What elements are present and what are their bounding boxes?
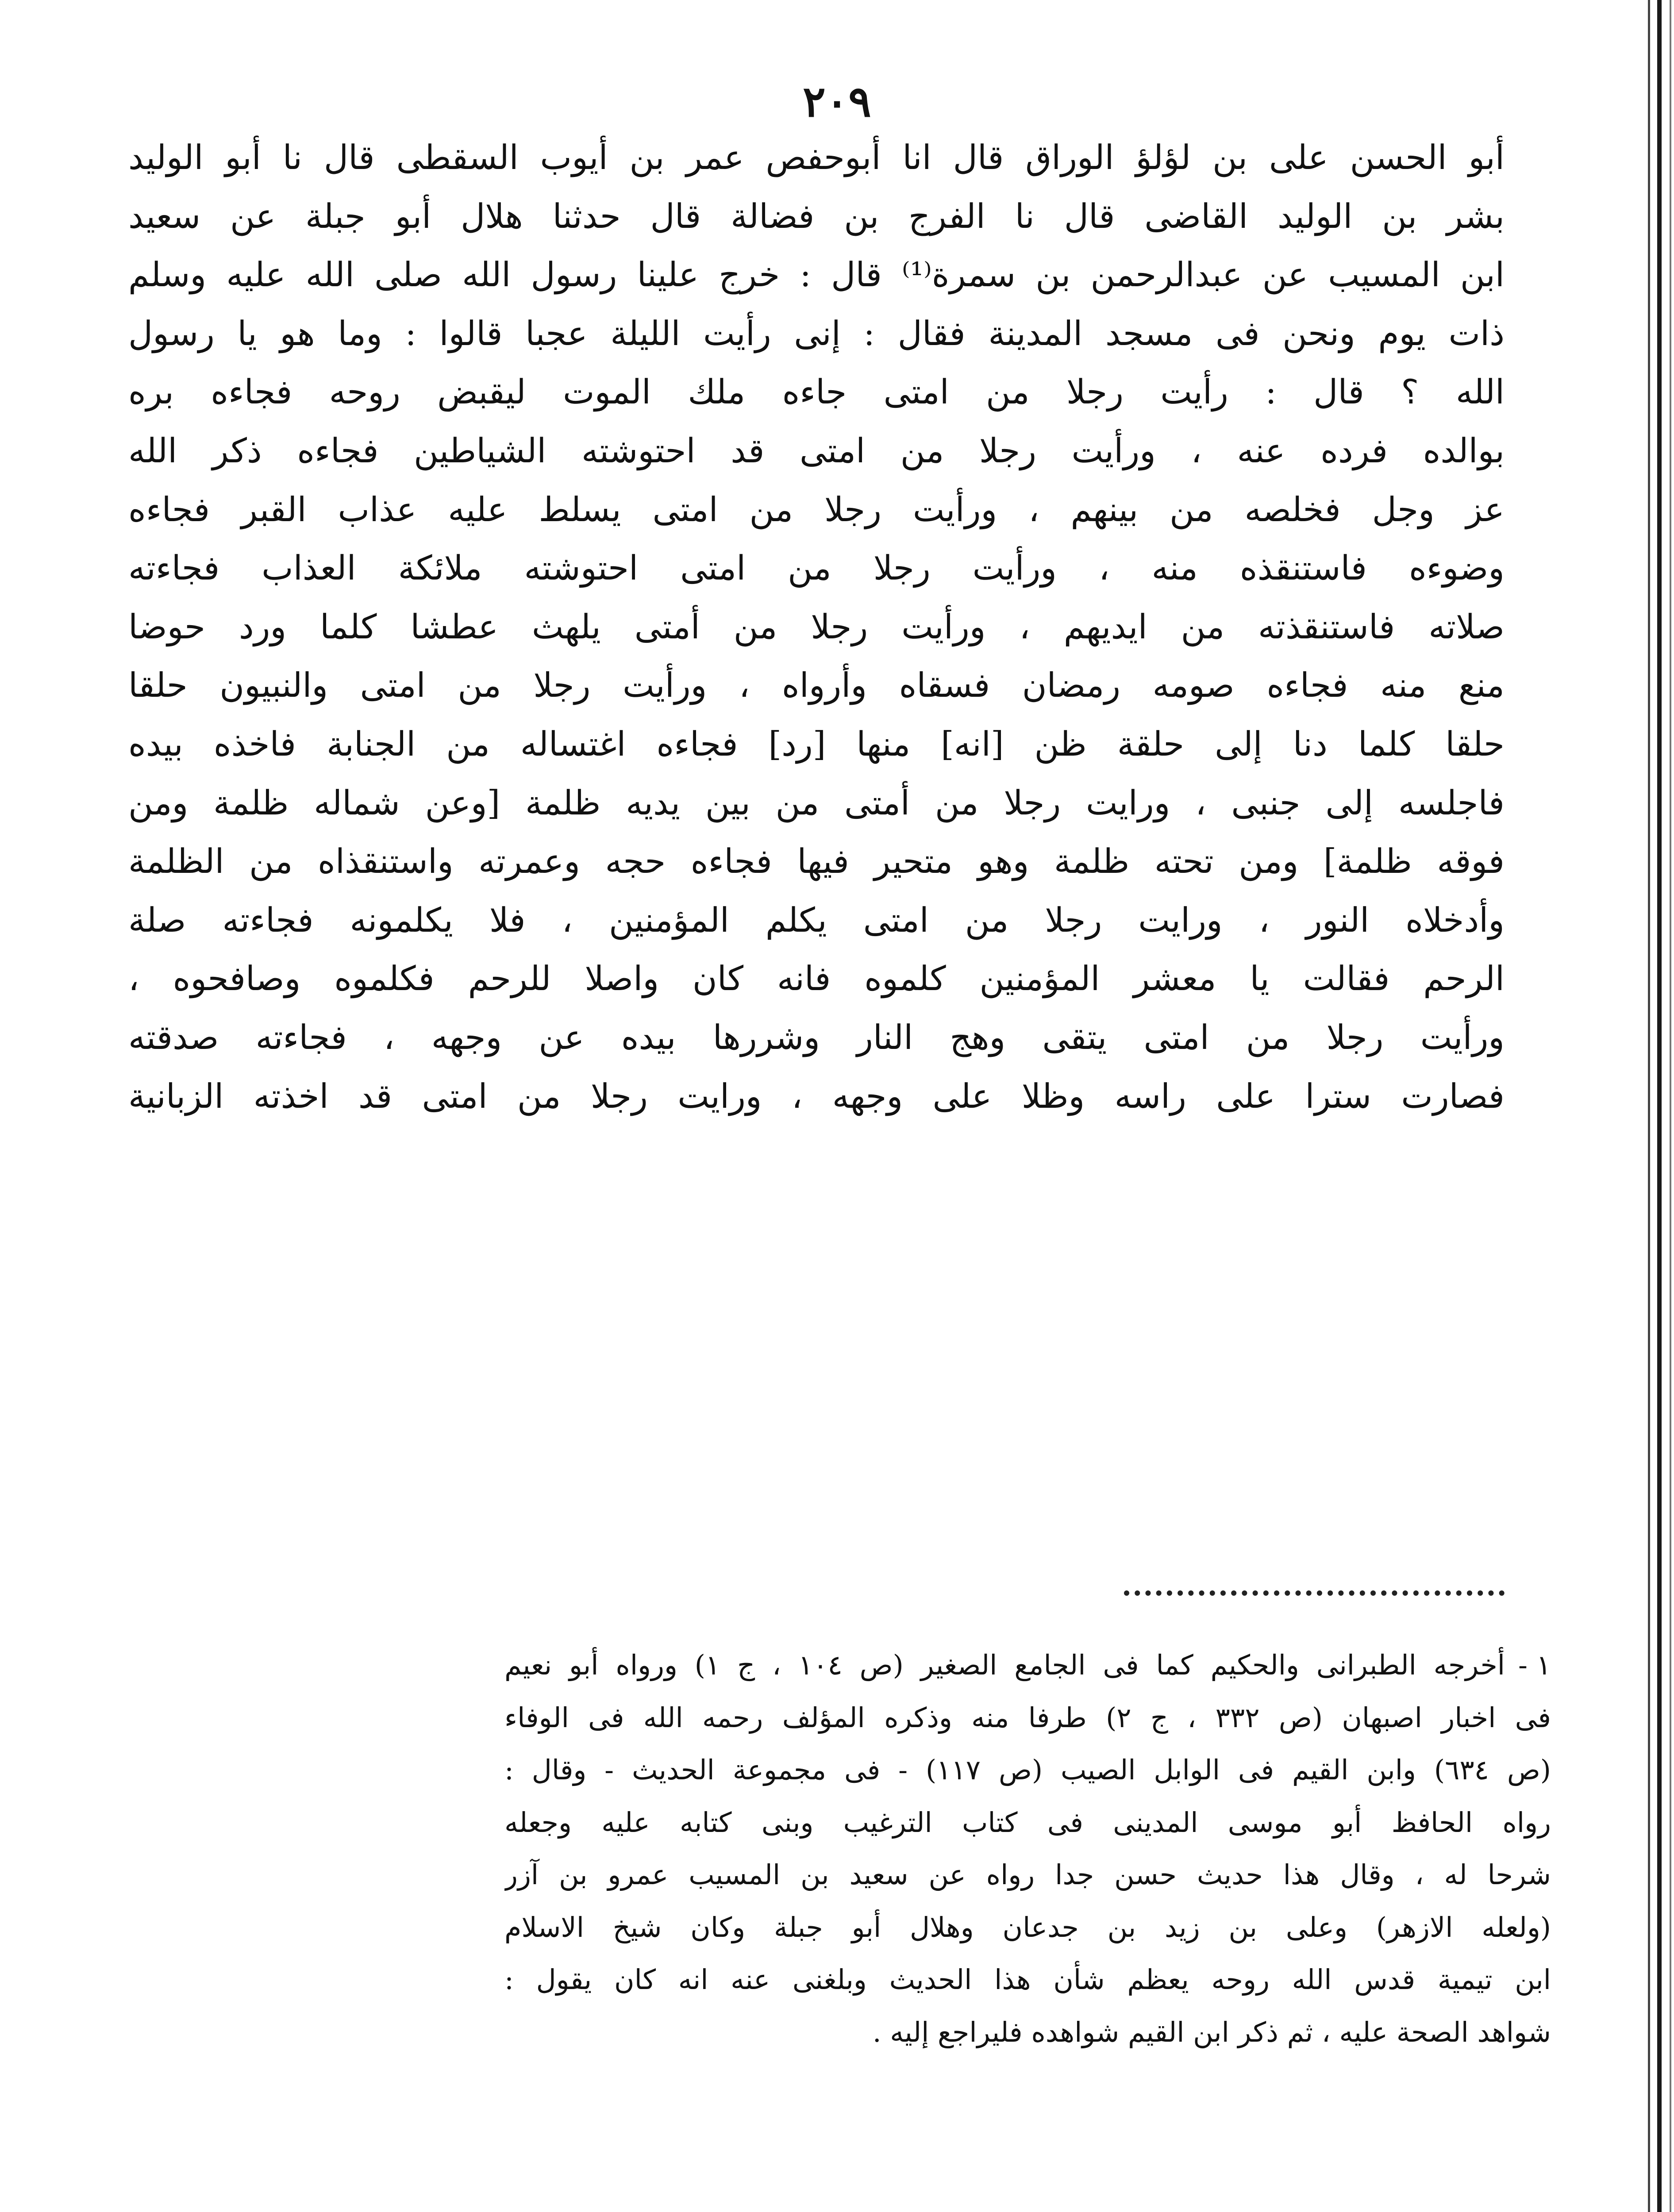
text-line: الله ؟ قال : رأيت رجلا من امتى جاءه ملك الموت ليقبض روحه فجاءه بره bbox=[128, 372, 1505, 412]
footnote-line: (ولعله الازهر) وعلى بن زيد بن جدعان وهلال أبو جبلة وكان شيخ الاسلام bbox=[504, 1911, 1551, 1943]
footnote-line-text: أخرجه الطبرانى والحكيم كما فى الجامع الصغير (ص ١٠٤ ، ج ١) ورواه أبو نعيم bbox=[504, 1649, 1505, 1681]
text-line: صلاته فاستنقذته من ايديهم ، ورأيت رجلا من أمتى يلهث عطشا كلما ورد حوضا bbox=[128, 607, 1505, 646]
text-line: بوالده فرده عنه ، ورأيت رجلا من امتى قد احتوشته الشياطين فجاءه ذكر الله bbox=[128, 430, 1505, 470]
text-line: أبو الحسن على بن لؤلؤ الوراق قال انا أبوحفص عمر بن أيوب السقطى قال نا أبو الوليد bbox=[128, 138, 1505, 177]
main-text bbox=[128, 128, 1505, 1125]
footnote-line: ابن تيمية قدس الله روحه يعظم شأن هذا الحديث وبلغنى عنه انه كان يقول : bbox=[504, 1963, 1551, 1996]
text-line: فوقه ظلمة] ومن تحته ظلمة وهو متحير فيها فجاءه حجه وعمرته واستنقذاه من الظلمة bbox=[128, 841, 1505, 881]
footnote bbox=[504, 1639, 1551, 2058]
text-line: حلقا كلما دنا إلى حلقة ظن [انه] منها [رد] فجاءه اغتساله من الجنابة فاخذه بيده bbox=[128, 724, 1505, 764]
text-line: بشر بن الوليد القاضى قال نا الفرج بن فضالة قال حدثنا هلال أبو جبلة عن سعيد bbox=[128, 196, 1505, 236]
footnote-line: فى اخبار اصبهان (ص ٣٣٢ ، ج ٢) طرفا منه وذكره المؤلف رحمه الله فى الوفاء bbox=[504, 1701, 1551, 1734]
footnote-line bbox=[504, 1639, 1551, 1692]
text-line: عز وجل فخلصه من بينهم ، ورأيت رجلا من امتى يسلط عليه عذاب القبر فجاءه bbox=[128, 489, 1505, 529]
binding-line bbox=[1657, 0, 1662, 2212]
text-line: ورأيت رجلا من امتى يتقى وهج النار وشررها بيده عن وجهه ، فجاءته صدقته bbox=[128, 1017, 1505, 1057]
book-binding-edge bbox=[1643, 0, 1674, 2212]
text-line: منع منه فجاءه صومه رمضان فسقاه وأرواه ، ورأيت رجلا من امتى والنبيون حلقا bbox=[128, 665, 1505, 705]
text-line: الرحم فقالت يا معشر المؤمنين كلموه فانه كان واصلا للرحم فكلموه وصافحوه ، bbox=[128, 959, 1505, 998]
text-line: فصارت سترا على راسه وظلا على وجهه ، ورايت رجلا من امتى قد اخذته الزبانية bbox=[128, 1076, 1505, 1116]
footnote-line: شواهد الصحة عليه ، ثم ذكر ابن القيم شواهده فليراجع إليه . bbox=[872, 2016, 1551, 2048]
text-line: وأدخلاه النور ، ورايت رجلا من امتى يكلم المؤمنين ، فلا يكلمونه فجاءته صلة bbox=[128, 900, 1505, 940]
footnote-separator bbox=[1124, 1590, 1505, 1596]
footnote-marker: ١ - bbox=[1518, 1649, 1551, 1681]
binding-line bbox=[1670, 0, 1671, 2212]
footnote-line: رواه الحافظ أبو موسى المدينى فى كتاب الترغيب وبنى كتابه عليه وجعله bbox=[504, 1806, 1551, 1839]
footnote-line: (ص ٦٣٤) وابن القيم فى الوابل الصيب (ص ١١٧) - فى مجموعة الحديث - وقال : bbox=[504, 1754, 1551, 1786]
text-line: وضوءه فاستنقذه منه ، ورأيت رجلا من امتى احتوشته ملائكة العذاب فجاءته bbox=[128, 548, 1505, 588]
text-line: ابن المسيب عن عبدالرحمن بن سمرة⁽¹⁾ قال : خرج علينا رسول الله صلى الله عليه وسلم bbox=[128, 255, 1505, 295]
text-line: ذات يوم ونحن فى مسجد المدينة فقال : إنى رأيت الليلة عجبا قالوا : وما هو يا رسول bbox=[128, 313, 1505, 353]
page-number: ٢٠٩ bbox=[803, 77, 871, 127]
text-line: فاجلسه إلى جنبى ، ورايت رجلا من أمتى من بين يديه ظلمة [وعن شماله ظلمة ومن bbox=[128, 783, 1505, 822]
binding-line bbox=[1648, 0, 1650, 2212]
footnote-line: شرحا له ، وقال هذا حديث حسن جدا رواه عن سعيد بن المسيب عمرو بن آزر bbox=[504, 1859, 1551, 1891]
